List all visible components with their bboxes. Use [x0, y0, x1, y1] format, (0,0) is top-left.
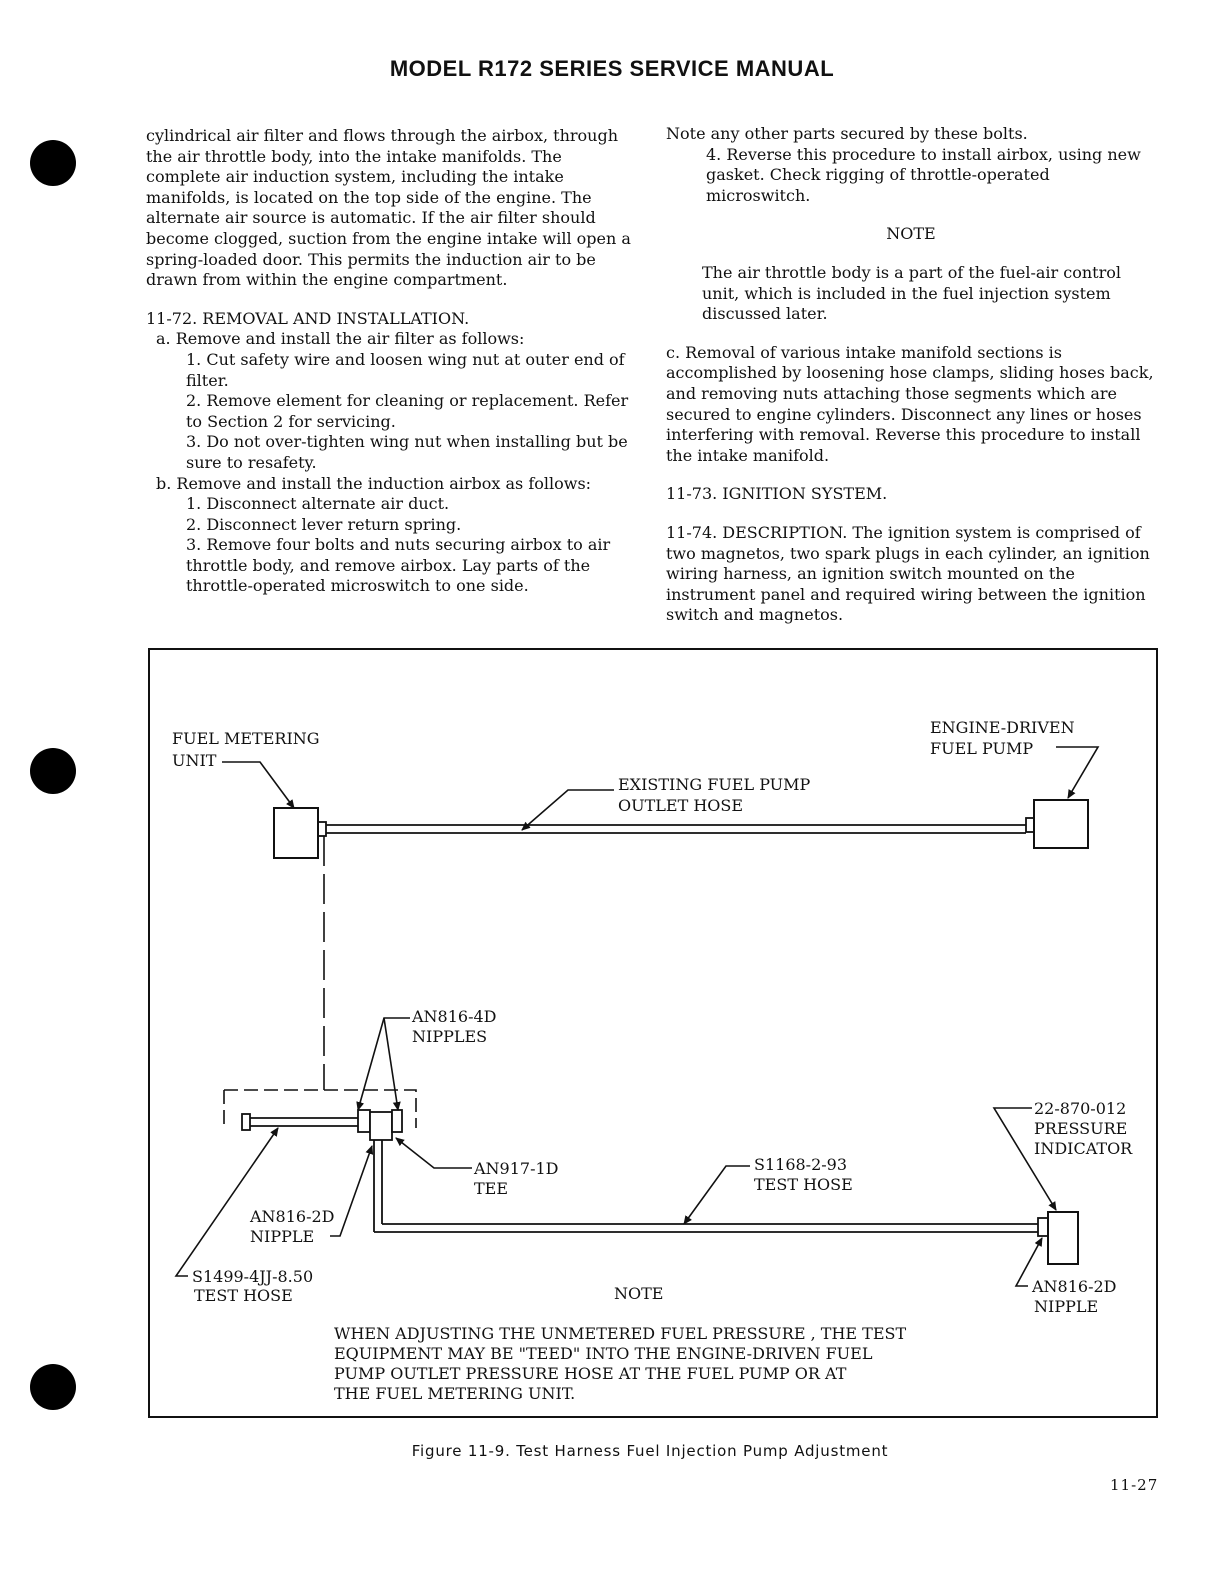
figure-note-line-4: THE FUEL METERING UNIT. [334, 1384, 576, 1403]
label-an816-4d-2: NIPPLES [412, 1027, 488, 1046]
step-b2: 2. Disconnect lever return spring. [186, 514, 462, 534]
label-engine-pump-1: ENGINE-DRIVEN [930, 718, 1075, 737]
note-body: The air throttle body is a part of the fuel-air control unit, which is included in the fuel injection system discussed later. [702, 262, 1121, 324]
figure-note-line-3: PUMP OUTLET PRESSURE HOSE AT THE FUEL PUMP OR AT [334, 1364, 847, 1383]
binder-hole-top [30, 140, 76, 186]
label-s1499-2: TEST HOSE [194, 1286, 293, 1305]
label-tee-1: AN917-1D [474, 1159, 559, 1178]
step-a1: 1. Cut safety wire and loosen wing nut at outer end of filter. [186, 349, 625, 390]
label-nipple-right-2: NIPPLE [1034, 1297, 1099, 1316]
figure-note-title: NOTE [614, 1284, 664, 1303]
figure-caption: Figure 11-9. Test Harness Fuel Injection Pump Adjustment [411, 1442, 889, 1460]
label-an816-4d-1: AN816-4D [412, 1007, 497, 1026]
binder-hole-bottom [30, 1364, 76, 1410]
engine-driven-pump-box [1034, 800, 1088, 848]
leader-fuel-metering [222, 762, 294, 808]
note-title: NOTE [886, 224, 936, 244]
step-a: a. Remove and install the air filter as follows: [156, 329, 525, 349]
leader-engine-pump [1056, 747, 1098, 798]
page-header: MODEL R172 SERIES SERVICE MANUAL [389, 56, 835, 81]
pressure-indicator-box [1048, 1212, 1078, 1264]
binder-hole-middle [30, 748, 76, 794]
label-indicator-1: 22-870-012 [1034, 1099, 1127, 1118]
leader-existing-hose [522, 790, 614, 830]
step-b: b. Remove and install the induction airbox as follows: [156, 473, 592, 493]
leader-nipple-left [330, 1146, 372, 1236]
step-c: c. Removal of various intake manifold sections is accomplished by loosening hose clamps, sliding hoses back, and removing nuts attaching those segments which are secured to engine cylinders. Disconnect any lines or hoses interfering with removal. Reverse this procedure to install the intake manifold. [666, 342, 1154, 465]
label-fuel-metering-2: UNIT [172, 751, 217, 770]
leader-an816-4d-b [384, 1018, 398, 1110]
label-nipple-right-1: AN816-2D [1032, 1277, 1117, 1296]
existing-outlet-hose [318, 818, 1034, 836]
label-s1168-1: S1168-2-93 [754, 1155, 848, 1174]
an917-tee [358, 1110, 402, 1140]
label-s1499-1: S1499-4JJ-8.50 [192, 1267, 314, 1286]
step-b3: 3. Remove four bolts and nuts securing airbox to air throttle body, and remove airbox. Lay parts of the throttle-operated microswitch to one side. [186, 535, 611, 596]
section-heading-11-73: 11-73. IGNITION SYSTEM. [666, 484, 888, 504]
label-existing-hose-2: OUTLET HOSE [618, 796, 744, 815]
description-11-74: 11-74. DESCRIPTION. The ignition system is comprised of two magnetos, two spark plugs in each cylinder, an ignition wiring harness, an ignition switch mounted on the instrument panel and required wiring between the ignition switch and magnetos. [666, 522, 1150, 625]
left-column [146, 126, 634, 597]
label-fuel-metering-1: FUEL METERING [172, 729, 320, 748]
leader-s1168 [684, 1166, 750, 1224]
label-tee-2: TEE [474, 1179, 509, 1198]
label-nipple-left-1: AN816-2D [250, 1207, 335, 1226]
label-s1168-2: TEST HOSE [754, 1175, 853, 1194]
intro-paragraph: cylindrical air filter and flows through the airbox, through the air throttle body, into the intake manifolds. The complete air induction system, including the intake manifolds, is located on the top side of the engine. The alternate air source is automatic. If the air filter should become clogged, suction from the engine intake will open a spring-loaded door. This permits the induction air to be drawn from within the engine compartment. [146, 126, 631, 290]
label-existing-hose-1: EXISTING FUEL PUMP [618, 775, 811, 794]
label-indicator-3: INDICATOR [1034, 1139, 1133, 1158]
leader-an816-4d-a [358, 1018, 410, 1110]
figure-note-line-2: EQUIPMENT MAY BE "TEED" INTO THE ENGINE-DRIVEN FUEL [334, 1344, 873, 1363]
page-number: 11-27 [1110, 1476, 1159, 1494]
leader-s1499 [176, 1128, 278, 1276]
test-harness-diagram [150, 650, 1156, 1416]
figure-note-line-1: WHEN ADJUSTING THE UNMETERED FUEL PRESSURE , THE TEST [334, 1324, 907, 1343]
leader-tee [396, 1138, 472, 1168]
step-a3: 3. Do not over-tighten wing nut when installing but be sure to resafety. [186, 432, 628, 472]
label-nipple-left-2: NIPPLE [250, 1227, 315, 1246]
fuel-metering-unit-box [274, 808, 318, 858]
step-a2: 2. Remove element for cleaning or replacement. Refer to Section 2 for servicing. [186, 391, 629, 431]
label-indicator-2: PRESSURE [1034, 1119, 1128, 1138]
figure-11-9-frame [148, 648, 1158, 1418]
s1499-test-hose [242, 1114, 358, 1130]
step-b1: 1. Disconnect alternate air duct. [186, 494, 450, 514]
section-heading-11-72: 11-72. REMOVAL AND INSTALLATION. [146, 308, 470, 328]
right-column [666, 124, 1156, 626]
continued-text: Note any other parts secured by these bolts. [666, 124, 1028, 143]
label-engine-pump-2: FUEL PUMP [930, 739, 1034, 758]
step-b4: 4. Reverse this procedure to install airbox, using new gasket. Check rigging of throttle-operated microswitch. [706, 144, 1141, 205]
